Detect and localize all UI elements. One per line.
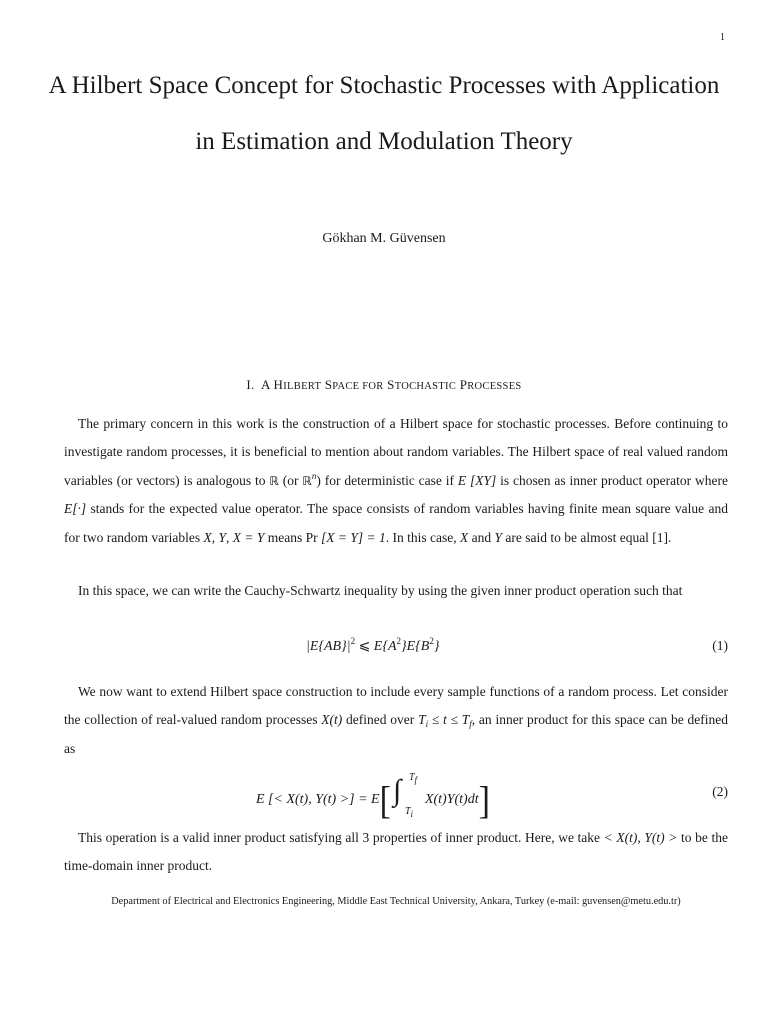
paper-title: A Hilbert Space Concept for Stochastic Processes with Application in Estimation and Modulation Theory (48, 72, 720, 155)
section-title-word-3: SPACE FOR (324, 377, 384, 392)
equation-2-body: E [< X(t), Y(t) >] = E[ ∫ $T_f$ $T_i$ X(t)Y(t)dt] (256, 772, 490, 823)
section-title-word-1: A (261, 377, 270, 392)
footnote: Department of Electrical and Electronics Engineering, Middle East Technical University, Ankara, Turkey (e-mail: guvensen@metu.edu.tr) (111, 896, 681, 907)
section-title-word-4: STOCHASTIC (387, 377, 457, 392)
paragraph-3: We now want to extend Hilbert space construction to include every sample functions of a random process. Let consider the collection of real-valued random processes X(t) defined over $T_i \le t \le T_f$, an inner product for this space can be defined as (64, 684, 728, 756)
page-number: 1 (720, 32, 725, 43)
equation-2-number: (2) (712, 784, 728, 799)
section-title-word-5: PROCESSES (459, 377, 522, 392)
equation-1 (64, 638, 728, 660)
author-name: Gökhan M. Güvensen (322, 231, 446, 246)
paragraph-1: The primary concern in this work is the construction of a Hilbert space for stochastic processes. Before continuing to investigate random processes, it is beneficial to mention about random variables. The Hilbert space of real valued random variables (or vectors) is analogous to ℝ (or ℝ$^n$) for deterministic case if E [XY] is chosen as inner product operator where E[·] stands for the expected value operator. The space consists of random variables having finite mean square value and for two random variables X, Y, X = Y means Pr [X = Y] = 1. In this case, X and Y are said to be almost equal [1]. (64, 416, 728, 545)
equation-1-number: (1) (712, 638, 728, 653)
integral-symbol: ∫ $T_f$ $T_i$ (392, 772, 418, 819)
section-title-word-2: HILBERT (273, 377, 322, 392)
equation-2 (64, 772, 728, 823)
section-numeral: I. (246, 377, 255, 392)
paragraph-2: In this space, we can write the Cauchy-Schwartz inequality by using the given inner product operation such that (78, 583, 683, 598)
section-heading (0, 377, 768, 393)
equation-1-body: $|E\{AB\}|^2$ ⩽ $E\{A^2\}E\{B^2\}$ (306, 636, 440, 654)
paragraph-4: This operation is a valid inner product satisfying all 3 properties of inner product. Here, we take < X(t), Y(t) > to be the time-domain inner product. (64, 830, 728, 874)
